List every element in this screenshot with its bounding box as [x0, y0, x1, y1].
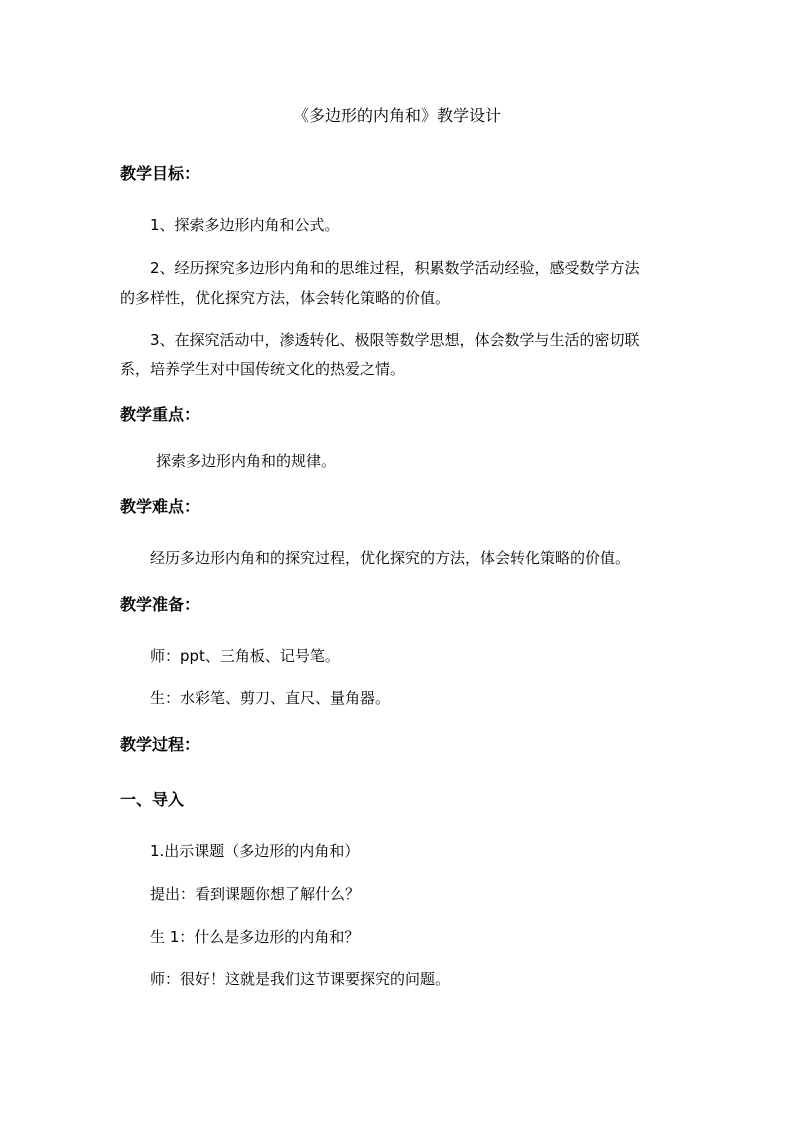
process-line-2: 提出：看到课题你想了解什么？	[150, 885, 361, 903]
objective-item-1: 1、探索多边形内角和公式。	[150, 216, 340, 234]
objective-item-2-line-2: 的多样性，优化探究方法，体会转化策略的价值。	[120, 289, 451, 307]
objective-item-2-line-1: 2、经历探究多边形内角和的思维过程，积累数学活动经验，感受数学方法	[150, 259, 640, 277]
document-title: 《多边形的内角和》教学设计	[292, 106, 501, 125]
preparation-heading: 教学准备：	[120, 595, 201, 614]
process-line-4: 师：很好！这就是我们这节课要探究的问题。	[150, 970, 451, 988]
difficulty-text: 经历多边形内角和的探究过程，优化探究的方法，体会转化策略的价值。	[150, 549, 631, 567]
difficulty-heading: 教学难点：	[120, 497, 201, 516]
preparation-teacher: 师：ppt、三角板、记号笔。	[150, 647, 340, 665]
objectives-heading: 教学目标：	[120, 164, 201, 183]
preparation-student: 生：水彩笔、剪刀、直尺、量角器。	[150, 689, 391, 707]
key-point-text: 探索多边形内角和的规律。	[156, 452, 337, 470]
section-1-heading: 一、导入	[120, 790, 185, 809]
objective-item-3-line-1: 3、在探究活动中，渗透转化、极限等数学思想，体会数学与生活的密切联	[150, 331, 640, 349]
objective-item-3-line-2: 系，培养学生对中国传统文化的热爱之情。	[120, 360, 406, 378]
process-heading: 教学过程：	[120, 735, 201, 754]
process-line-3: 生 1：什么是多边形的内角和？	[150, 928, 360, 946]
process-line-1: 1.出示课题（多边形的内角和）	[150, 842, 360, 860]
key-point-heading: 教学重点：	[120, 405, 201, 424]
